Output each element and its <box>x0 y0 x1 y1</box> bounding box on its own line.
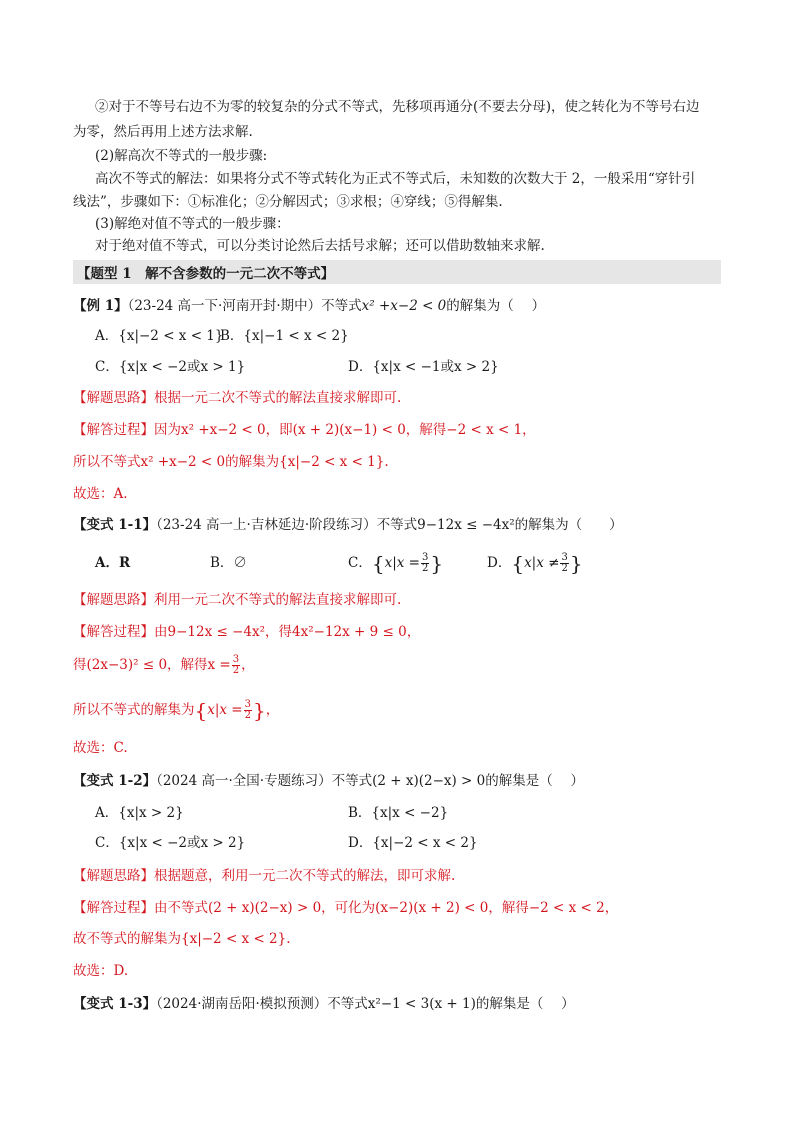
example-1-option-d: D．{x|x < −1或x > 2} <box>348 359 499 375</box>
variant-1-1-option-c-set: x|x = <box>384 555 420 571</box>
variant-1-1-option-a: A．R <box>95 555 131 571</box>
variant-1-2-option-a: A．{x|x > 2} <box>95 805 184 821</box>
variant-1-1-process-line-3: 所以不等式的解集为{x|x = $\frac{3}{2}$ }， <box>73 698 280 723</box>
fraction-numerator: 3 <box>421 552 429 563</box>
variant-1-2-answer: 故选：D. <box>73 963 129 979</box>
variant-1-1-process-line-2 <box>73 655 255 676</box>
section-title: 【题型 1 解不含参数的一元二次不等式】 <box>77 266 335 282</box>
example-1-option-a: A．{x|−2 < x < 1} <box>95 328 224 344</box>
intro-heading-2: (2)解高次不等式的一般步骤: <box>95 148 268 164</box>
intro-heading-3: (3)解绝对值不等式的一般步骤： <box>95 216 290 232</box>
example-1-source: （23-24 高一下·河南开封·期中） <box>127 298 322 314</box>
variant-1-2-process-line-1 <box>73 898 618 918</box>
variant-1-1-idea <box>73 590 401 610</box>
fraction-denominator: 2 <box>561 563 568 574</box>
fraction-denominator: 2 <box>421 563 429 574</box>
variant-1-1-idea-text: 利用一元二次不等式的解法直接求解即可. <box>154 592 402 608</box>
variant-1-2-option-b: B．{x|x < −2} <box>348 805 449 821</box>
example-1-idea-text: 根据一元二次不等式的解法直接求解即可. <box>154 390 402 406</box>
intro-paragraph-2b: 线法”，步骤如下：①标准化；②分解因式；③求根；④穿线；⑤得解集. <box>73 194 503 210</box>
fraction-numerator: 3 <box>244 699 251 710</box>
variant-1-1-process-text-1: 由9−12x ≤ −4x²，得4x²−12x + 9 ≤ 0， <box>154 624 421 640</box>
fraction-denominator: 2 <box>244 710 251 721</box>
variant-1-2-option-d: D．{x|−2 < x < 2} <box>348 835 478 851</box>
intro-paragraph-1b: 为零，然后再用上述方法求解. <box>73 124 253 140</box>
variant-1-1-process-text-2: 得(2x−3)² ≤ 0，解得x = <box>73 657 231 673</box>
variant-1-1-process-set: x|x = <box>207 702 243 718</box>
variant-1-1-option-b: B．∅ <box>210 555 247 571</box>
variant-1-2-source: （2024 高一·全国·专题练习） <box>156 773 332 789</box>
variant-1-1-option-d-set: x|x ≠ <box>524 555 560 571</box>
variant-1-2-process-tag: 【解答过程】 <box>73 900 154 916</box>
variant-1-1-process-2-end: ， <box>241 657 255 673</box>
example-1-idea-tag: 【解题思路】 <box>73 390 154 406</box>
variant-1-1-tag: 【变式 1-1】 <box>73 517 157 533</box>
variant-1-1-process-3-end: ， <box>265 702 280 718</box>
variant-1-3-question <box>73 994 575 1014</box>
intro-paragraph-1a: ②对于不等号右边不为零的较复杂的分式不等式，先移项再通分(不要去分母)，使之转化为不等号右边 <box>95 99 700 115</box>
fraction-numerator: 3 <box>561 552 568 563</box>
variant-1-1-process-line-1 <box>73 622 420 642</box>
variant-1-1-option-c-label: C． <box>348 555 372 571</box>
example-1-expression: x² +x−2 < 0 <box>361 298 447 314</box>
example-1-stem-b: 的解集为（ ） <box>446 298 546 314</box>
variant-1-2-process-line-2: 故不等式的解集为{x|−2 < x < 2}. <box>73 931 291 947</box>
variant-1-1-idea-tag: 【解题思路】 <box>73 592 154 608</box>
example-1-option-c: C．{x|x < −2或x > 1} <box>95 359 246 375</box>
example-1-process-line-2: 所以不等式x² +x−2 < 0的解集为{x|−2 < x < 1}. <box>73 454 389 470</box>
section-header <box>73 260 721 284</box>
variant-1-1-option-c: C．{x|x = $\frac{3}{2}$ } <box>348 551 444 576</box>
example-1-question <box>73 296 545 316</box>
intro-paragraph-2a: 高次不等式的解法：如果将分式不等式转化为正式不等式后，未知数的次数大于 2，一般采用“穿针引 <box>95 171 696 187</box>
variant-1-1-question <box>73 515 623 535</box>
variant-1-2-question <box>73 771 584 791</box>
variant-1-3-tag: 【变式 1-3】 <box>73 996 157 1012</box>
example-1-process-text-1: 因为x² +x−2 < 0，即(x + 2)(x−1) < 0，解得−2 < x < 1， <box>154 422 536 438</box>
variant-1-2-tag: 【变式 1-2】 <box>73 773 157 789</box>
variant-1-2-process-text-1: 由不等式(2 + x)(2−x) > 0，可化为(x−2)(x + 2) < 0，解得−2 < x < 2， <box>154 900 619 916</box>
variant-1-2-idea <box>73 866 455 886</box>
variant-1-1-answer: 故选：C. <box>73 740 128 756</box>
variant-1-2-idea-text: 根据题意，利用一元二次不等式的解法，即可求解. <box>154 868 456 884</box>
variant-1-2-option-c: C．{x|x < −2或x > 2} <box>95 835 246 851</box>
variant-1-3-source: （2024·湖南岳阳·模拟预测） <box>156 996 328 1012</box>
intro-paragraph-3: 对于绝对值不等式，可以分类讨论然后去括号求解；还可以借助数轴来求解. <box>95 238 545 254</box>
example-1-answer: 故选：A. <box>73 486 128 502</box>
example-1-option-b: B．{x|−1 < x < 2} <box>220 328 349 344</box>
variant-1-2-idea-tag: 【解题思路】 <box>73 868 154 884</box>
variant-1-1-option-d-label: D． <box>487 555 512 571</box>
variant-1-1-source: （23-24 高一上·吉林延边·阶段练习） <box>156 517 377 533</box>
variant-1-1-stem: 不等式9−12x ≤ −4x²的解集为（ ） <box>376 517 623 533</box>
example-1-process-tag: 【解答过程】 <box>73 422 154 438</box>
variant-1-1-process-text-3: 所以不等式的解集为 <box>73 702 195 718</box>
example-1-idea <box>73 388 401 408</box>
variant-1-1-option-d: D．{x|x ≠ $\frac{3}{2}$ } <box>487 551 583 576</box>
variant-1-3-stem: 不等式x²−1 < 3(x + 1)的解集是（ ） <box>327 996 575 1012</box>
fraction-numerator: 3 <box>232 654 240 665</box>
variant-1-1-process-tag: 【解答过程】 <box>73 624 154 640</box>
variant-1-2-stem: 不等式(2 + x)(2−x) > 0的解集是（ ） <box>331 773 585 789</box>
example-1-stem-a: 不等式 <box>321 298 362 314</box>
fraction-denominator: 2 <box>232 665 240 676</box>
example-1-process-line-1 <box>73 420 536 440</box>
example-1-tag: 【例 1】 <box>73 298 128 314</box>
